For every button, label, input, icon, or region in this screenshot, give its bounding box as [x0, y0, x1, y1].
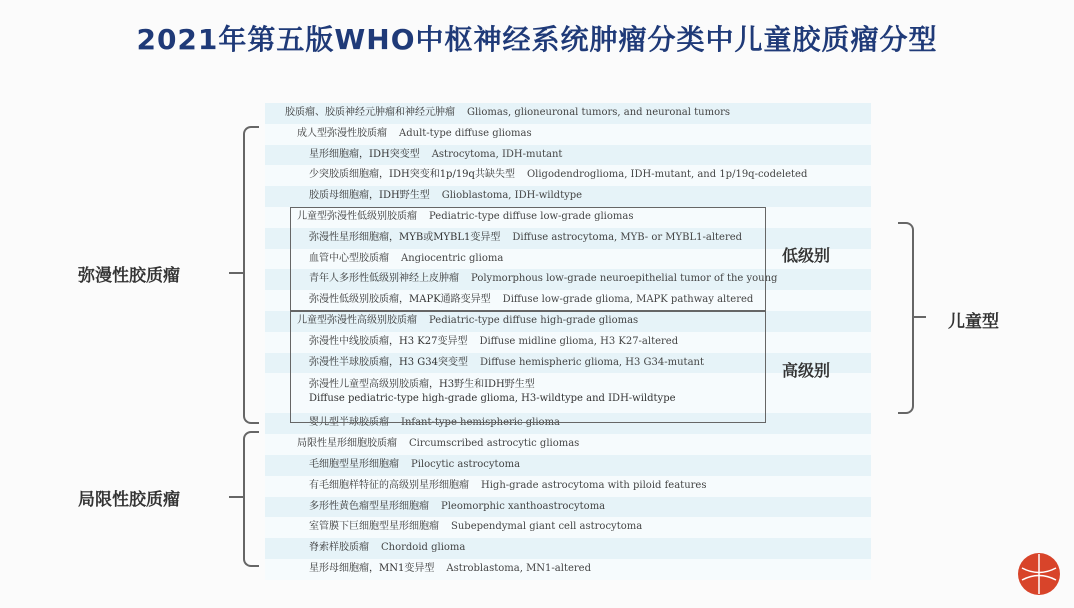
- row-cn: 弥漫性半球胶质瘤，H3 G34突变型: [309, 356, 468, 368]
- row-en: Glioblastoma, IDH-wildtype: [441, 190, 583, 202]
- row-cn: 儿童型弥漫性高级别胶质瘤: [297, 314, 417, 326]
- row-en: Circumscribed astrocytic gliomas: [409, 438, 580, 450]
- row-cn: 星形母细胞瘤，MN1变异型: [309, 562, 435, 574]
- row-cn: 弥漫性中线胶质瘤，H3 K27变异型: [309, 335, 468, 347]
- table-row: [265, 476, 871, 497]
- high-grade-box: [290, 311, 766, 423]
- row-cn: 室管膜下巨细胞型星形细胞瘤: [309, 521, 439, 533]
- page-title: 2021年第五版WHO中枢神经系统肿瘤分类中儿童胶质瘤分型: [136, 23, 938, 56]
- row-en: Angiocentric glioma: [401, 252, 504, 264]
- row-cn: 多形性黄色瘤型星形细胞瘤: [309, 500, 429, 512]
- row-cn: 成人型弥漫性胶质瘤: [297, 127, 387, 139]
- row-cn: 毛细胞型星形细胞瘤: [309, 458, 399, 470]
- pediatric-brace: [898, 222, 914, 414]
- row-cn: 胶质母细胞瘤，IDH野生型: [309, 190, 430, 202]
- row-cn: 血管中心型胶质瘤: [309, 252, 389, 264]
- row-en: Astroblastoma, MN1-altered: [446, 562, 591, 574]
- table-row: [265, 517, 871, 538]
- row-en: Astrocytoma, IDH-mutant: [431, 148, 563, 160]
- row-en: Gliomas, glioneuronal tumors, and neuronal tumors: [467, 107, 731, 118]
- table-row: [265, 497, 871, 518]
- row-en: Pediatric-type diffuse low-grade gliomas: [429, 210, 634, 222]
- row-en: Polymorphous low-grade neuroepithelial tumor of the young: [471, 273, 778, 285]
- row-en: Adult-type diffuse gliomas: [399, 127, 532, 139]
- row-cn: 儿童型弥漫性低级别胶质瘤: [297, 210, 417, 222]
- row-cn: 脊索样胶质瘤: [309, 542, 369, 554]
- diffuse-brace-tip: [229, 272, 243, 274]
- diffuse-brace: [243, 126, 259, 424]
- row-en: Diffuse astrocytoma, MYB- or MYBL1-altered: [512, 231, 743, 243]
- diffuse-label: 弥漫性胶质瘤: [78, 266, 180, 286]
- row-cn: 婴儿型半球胶质瘤: [309, 417, 389, 429]
- table-row: [265, 165, 871, 186]
- pediatric-label: 儿童型: [948, 312, 999, 332]
- table-row: [265, 434, 871, 455]
- table-row: [265, 186, 871, 207]
- basketball-logo-icon: [1018, 553, 1060, 595]
- circumscribed-brace: [243, 431, 259, 567]
- row-cn: 星形细胞瘤，IDH突变型: [309, 148, 420, 160]
- table-row: [265, 124, 871, 145]
- row-cn: 少突胶质细胞瘤，IDH突变和1p/19q共缺失型: [309, 169, 515, 181]
- row-cn: 青年人多形性低级别神经上皮肿瘤: [309, 273, 459, 285]
- row-en: Pilocytic astrocytoma: [411, 458, 521, 470]
- table-row: [265, 559, 871, 580]
- row-en: Infant-type hemispheric glioma: [401, 417, 561, 429]
- row-en: Diffuse midline glioma, H3 K27-altered: [479, 335, 679, 347]
- row-en: High-grade astrocytoma with piloid features: [481, 479, 707, 491]
- row-cn: 局限性星形细胞胶质瘤: [297, 438, 397, 450]
- pediatric-brace-tip: [912, 316, 926, 318]
- low-grade-box: [290, 207, 766, 311]
- table-row: [265, 103, 871, 124]
- row-en: Chordoid glioma: [381, 542, 466, 554]
- row-cn: 弥漫性低级别胶质瘤，MAPK通路变异型: [309, 294, 491, 306]
- table-row: [265, 538, 871, 559]
- row-cn: 有毛细胞样特征的高级别星形细胞瘤: [309, 479, 469, 491]
- row-en: Diffuse pediatric-type high-grade glioma, H3-wildtype and IDH-wildtype: [309, 393, 676, 405]
- table-row: [265, 145, 871, 166]
- row-cn: 胶质瘤、胶质神经元肿瘤和神经元肿瘤: [285, 107, 455, 118]
- low-grade-label: 低级别: [782, 246, 831, 265]
- row-en: Diffuse hemispheric glioma, H3 G34-mutant: [479, 356, 704, 368]
- high-grade-label: 高级别: [782, 361, 831, 380]
- row-en: Pleomorphic xanthoastrocytoma: [441, 500, 606, 512]
- row-en: Subependymal giant cell astrocytoma: [451, 521, 643, 533]
- row-cn: 弥漫性星形细胞瘤，MYB或MYBL1变异型: [309, 231, 501, 243]
- row-en: Diffuse low-grade glioma, MAPK pathway altered: [502, 294, 754, 306]
- row-en: Oligodendroglioma, IDH-mutant, and 1p/19q-codeleted: [526, 169, 808, 181]
- row-en: Pediatric-type diffuse high-grade gliomas: [429, 314, 639, 326]
- table-row: [265, 455, 871, 476]
- row-cn: 弥漫性儿童型高级别胶质瘤，H3野生和IDH野生型: [309, 379, 535, 391]
- circumscribed-label: 局限性胶质瘤: [78, 490, 180, 510]
- circumscribed-brace-tip: [229, 496, 243, 498]
